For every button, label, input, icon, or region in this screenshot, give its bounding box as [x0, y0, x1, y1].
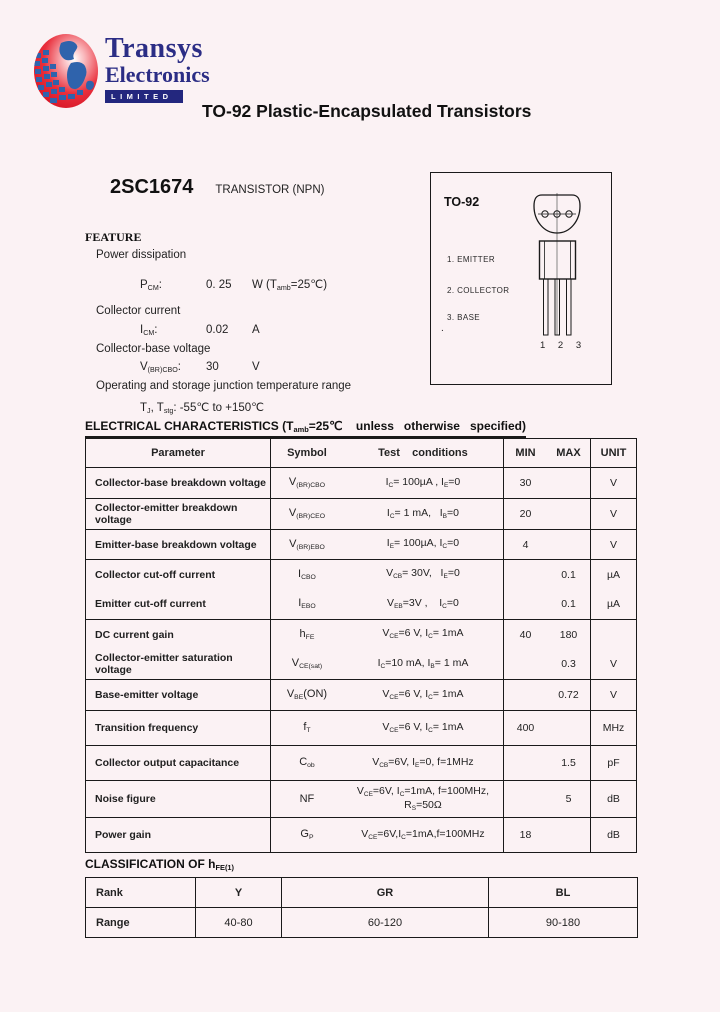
feature-temp-line: $T_J$, $T_{stg}$: -55℃ to +150℃: [140, 402, 265, 416]
table-row: [86, 711, 637, 746]
min-value: [504, 793, 547, 805]
test-conditions: $I_C= 100\mu A$ , $I_E=0$: [385, 475, 461, 489]
pin-3-label: 3. BASE: [447, 313, 481, 322]
table-row: [86, 680, 637, 711]
table-row: [86, 818, 637, 853]
page-title: TO-92 Plastic-Encapsulated Transistors: [202, 101, 532, 121]
part-header: [110, 176, 324, 199]
parameter-cell: DC current gain: [95, 628, 174, 641]
part-number: 2SC1674: [110, 176, 194, 198]
table-row: [86, 560, 637, 590]
test-conditions: $I_C=10$ mA, $I_B= 1$ mA: [377, 656, 469, 670]
feature-voltage-line: [140, 361, 260, 374]
unit-cell: V: [591, 530, 637, 560]
test-conditions: $V_{CE}=6$ V, $I_C= 1mA$: [382, 627, 464, 641]
table-row: [86, 530, 637, 560]
table-row: [86, 589, 637, 620]
voltage-symbol: $V_{(BR)CBO}$:: [140, 361, 181, 375]
feature-current-line: [140, 324, 260, 337]
min-value: 18: [519, 829, 532, 841]
leg-numbers: 1 2 3: [540, 340, 587, 351]
test-conditions: $V_{CE}=6V,I_C=1mA,f=100MHz$: [361, 827, 485, 841]
unit-cell: V: [591, 468, 637, 499]
min-value: 4: [522, 538, 529, 551]
test-conditions: $V_{CE}=6$ V, $I_C= 1mA$: [382, 687, 464, 701]
range-y: 40-80: [196, 908, 282, 938]
unit-cell: V: [591, 649, 637, 680]
part-type: TRANSISTOR (NPN): [215, 184, 325, 196]
voltage-value: 30: [206, 361, 219, 373]
feature-power-label: Power dissipation: [96, 249, 187, 261]
unit-cell: V: [591, 499, 637, 530]
classification-range-row: [86, 908, 638, 938]
unit-cell: pF: [591, 746, 637, 781]
parameter-cell: Transition frequency: [86, 711, 271, 746]
power-unit: W $(T_{amb}=25℃)$: [252, 279, 328, 293]
test-conditions: $V_{CB}= 30V$, $I_E=0$: [386, 567, 460, 581]
unit-cell: dB: [591, 818, 637, 853]
package-outline-box: [430, 172, 612, 385]
parameter-cell: Base-emitter voltage: [86, 680, 271, 711]
logo-limited-banner: LIMITED: [105, 90, 183, 103]
logo-name-line2: Electronics: [105, 62, 210, 87]
max-value: 0.1: [561, 598, 576, 610]
symbol: $V_{(BR)EBO}$: [289, 537, 325, 552]
current-value: 0.02: [206, 324, 229, 336]
test-conditions: $V_{CE}=6V$, $I_C=1mA$, f=100MHz, $R_S=50\Omega$: [356, 784, 490, 812]
table-row: [86, 746, 637, 781]
test-conditions: $I_C= 1$ mA, $I_B=0$: [386, 506, 459, 520]
symbol: $V_{CE(sat)}$: [291, 657, 323, 671]
feature-current-label: Collector current: [96, 305, 181, 317]
symbol: $V_{(BR)CBO}$: [288, 476, 325, 490]
min-value: 30: [519, 477, 532, 489]
max-value: 0.3: [561, 658, 576, 670]
parameter-cell: Collector-base breakdown voltage: [86, 468, 271, 499]
package-name-label: TO-92: [444, 195, 480, 209]
symbol: $V_{BE}(ON)$: [286, 688, 328, 702]
max-value: [547, 477, 590, 489]
symbol: $I_{EBO}$: [298, 597, 316, 611]
parameter-cell: Emitter cut-off current: [86, 589, 271, 620]
symbol: $V_{(BR)CEO}$: [288, 507, 325, 521]
parameter-cell: Collector-emitter breakdown voltage: [86, 499, 271, 530]
unit-cell: [591, 620, 637, 650]
test-conditions: $V_{CE}=6$ V, $I_C= 1mA$: [382, 720, 464, 734]
min-value: [504, 658, 547, 670]
classification-header-row: [86, 878, 638, 908]
feature-heading: FEATURE: [85, 230, 142, 244]
current-symbol: $I_{CM}$:: [140, 324, 158, 338]
max-value: [547, 539, 590, 551]
rank-gr-header: GR: [282, 878, 489, 908]
min-value: [504, 569, 547, 581]
power-value: 0. 25: [206, 279, 232, 291]
min-header: MIN: [515, 447, 536, 459]
unit-cell: V: [591, 680, 637, 711]
range-bl: 90-180: [489, 908, 638, 938]
test-conditions: $V_{CB}=6V$, $I_E=0$, f=1MHz: [372, 755, 474, 769]
min-value: 20: [519, 508, 532, 520]
pin-1-label: 1. EMITTER: [447, 255, 496, 264]
power-symbol: $P_{CM}$:: [140, 279, 162, 293]
globe-icon: [33, 33, 99, 109]
pin-2-label: 2. COLLECTOR: [447, 286, 510, 295]
min-value: [504, 598, 547, 610]
range-gr: 60-120: [282, 908, 489, 938]
feature-voltage-label: Collector-base voltage: [96, 343, 211, 355]
parameter-cell: Collector-emitter saturation voltage: [86, 649, 271, 680]
classification-table: [85, 877, 638, 938]
unit-cell: µA: [591, 560, 637, 590]
table-row: [86, 468, 637, 499]
max-value: 0.1: [561, 568, 576, 581]
unit-header: UNIT: [591, 439, 637, 468]
rank-bl-header: BL: [489, 878, 638, 908]
symbol: NF: [299, 793, 315, 805]
test-conditions-header: Test conditions: [378, 447, 468, 459]
current-unit: A: [252, 324, 260, 336]
table-header-row: [86, 439, 637, 468]
symbol: $G_P$: [300, 828, 314, 842]
symbol: $I_{CBO}$: [298, 567, 316, 582]
unit-cell: dB: [591, 781, 637, 818]
voltage-unit: V: [252, 361, 260, 373]
symbol-header: Symbol: [287, 447, 327, 459]
parameter-cell: Collector cut-off current: [95, 568, 216, 581]
min-value: [504, 689, 547, 701]
table-row: [86, 499, 637, 530]
electrical-characteristics-table: [85, 438, 637, 853]
min-value: [504, 757, 547, 769]
parameter-cell: Noise figure: [86, 781, 271, 818]
table-row: [86, 649, 637, 680]
symbol: $h_{FE}$: [299, 627, 315, 642]
test-conditions: $I_E= 100\mu A$, $I_C=0$: [386, 537, 460, 551]
min-value: 40: [519, 628, 532, 641]
test-conditions: $V_{EB}=3V$ , $I_C=0$: [387, 596, 459, 610]
max-value: [547, 722, 590, 734]
max-value: 180: [559, 628, 578, 641]
electrical-characteristics-heading: ELECTRICAL CHARACTERISTICS ($T_{amb}=25℃$ unless otherwise specified): [85, 419, 526, 438]
max-value: 1.5: [561, 757, 576, 769]
logo-name-line1: Transys: [105, 33, 203, 64]
symbol: $C_{ob}$: [299, 756, 315, 770]
max-value: [547, 829, 590, 841]
stray-mark: .: [441, 323, 444, 334]
max-header: MAX: [556, 447, 581, 459]
max-value: 0.72: [558, 689, 579, 701]
unit-cell: MHz: [591, 711, 637, 746]
rank-y-header: Y: [196, 878, 282, 908]
parameter-header: Parameter: [86, 439, 271, 468]
parameter-cell: Power gain: [86, 818, 271, 853]
rank-header: Rank: [86, 878, 196, 908]
table-row: [86, 781, 637, 818]
feature-temp-label: Operating and storage junction temperature range: [96, 380, 352, 392]
parameter-cell: Collector output capacitance: [86, 746, 271, 781]
unit-cell: µA: [591, 589, 637, 620]
symbol: $f_T$: [303, 721, 311, 735]
table-row: [86, 620, 637, 650]
feature-power-line: [140, 277, 327, 292]
max-value: 5: [565, 793, 572, 805]
min-value: 400: [516, 722, 535, 734]
parameter-cell: Emitter-base breakdown voltage: [86, 530, 271, 560]
logo-text: [105, 35, 210, 103]
range-label: Range: [86, 908, 196, 938]
classification-heading: CLASSIFICATION OF $h_{FE(1)}$: [85, 857, 235, 873]
max-value: [547, 508, 590, 520]
